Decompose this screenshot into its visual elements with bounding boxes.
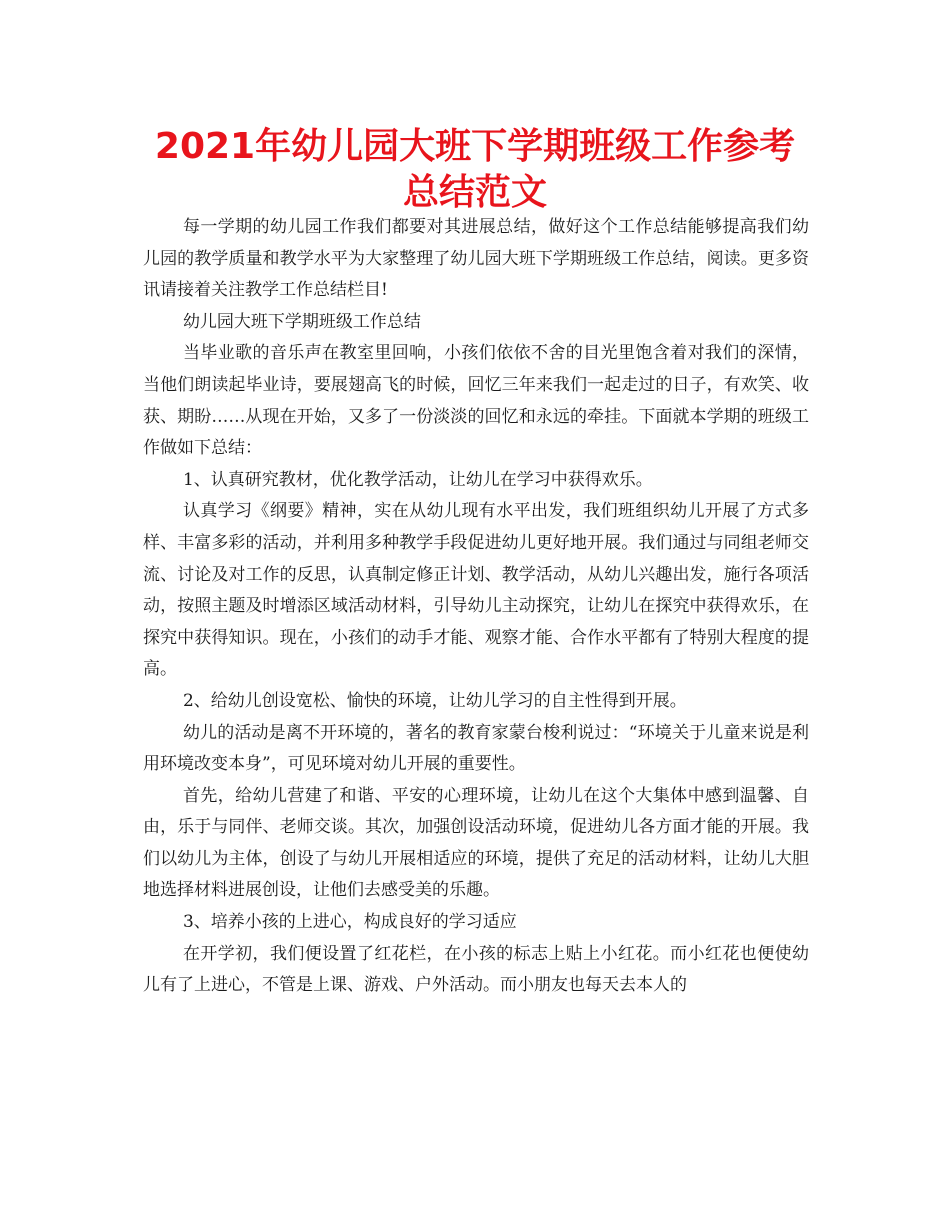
document-body	[143, 212, 809, 1002]
paragraph-opening: 当毕业歌的音乐声在教室里回响，小孩们依依不舍的目光里饱含着对我们的深情，当他们朗读起毕业诗，要展翅高飞的时候，回忆三年来我们一起走过的日子，有欢笑、收获、期盼……从现在开始，又多了一份淡淡的回忆和永远的牵挂。下面就本学期的班级工作做如下总结：	[143, 343, 809, 459]
paragraph-intro: 每一学期的幼儿园工作我们都要对其进展总结，做好这个工作总结能够提高我们幼儿园的教学质量和教学水平为大家整理了幼儿园大班下学期班级工作总结，阅读。更多资讯请接着关注教学工作总结栏目!	[143, 217, 809, 301]
paragraph-section-1: 认真学习《纲要》精神，实在从幼儿现有水平出发，我们班组织幼儿开展了方式多样、丰富多彩的活动，并利用多种教学手段促进幼儿更好地开展。我们通过与同组老师交流、讨论及对工作的反思，认真制定修正计划、教学活动，从幼儿兴趣出发，施行各项活动，按照主题及时增添区域活动材料，引导幼儿主动探究，让幼儿在探究中获得欢乐，在探究中获得知识。现在，小孩们的动手才能、观察才能、合作水平都有了特别大程度的提高。	[143, 501, 809, 680]
paragraph-section-3: 在开学初，我们便设置了红花栏，在小孩的标志上贴上小红花。而小红花也便使幼儿有了上进心，不管是上课、游戏、户外活动。而小朋友也每天去本人的	[143, 943, 809, 996]
document-title: 2021年幼儿园大班下学期班级工作参考总结范文	[154, 126, 796, 213]
paragraph-subtitle: 幼儿园大班下学期班级工作总结	[182, 311, 421, 332]
section-heading-3: 3、培养小孩的上进心，构成良好的学习适应	[182, 912, 517, 933]
section-heading-1: 1、认真研究教材，优化教学活动，让幼儿在学习中获得欢乐。	[182, 469, 653, 490]
paragraph-section-2b: 首先，给幼儿营建了和谐、平安的心理环境，让幼儿在这个大集体中感到温馨、自由，乐于与同伴、老师交谈。其次，加强创设活动环境，促进幼儿各方面才能的开展。我们以幼儿为主体，创设了与幼儿开展相适应的环境，提供了充足的活动材料，让幼儿大胆地选择材料进展创设，让他们去感受美的乐趣。	[143, 785, 809, 901]
paragraph-section-2a: 幼儿的活动是离不开环境的，著名的教育家蒙台梭利说过：“环境关于儿童来说是利用环境改变本身”，可见环境对幼儿开展的重要性。	[143, 722, 809, 775]
section-heading-2: 2、给幼儿创设宽松、愉快的环境，让幼儿学习的自主性得到开展。	[182, 690, 687, 711]
